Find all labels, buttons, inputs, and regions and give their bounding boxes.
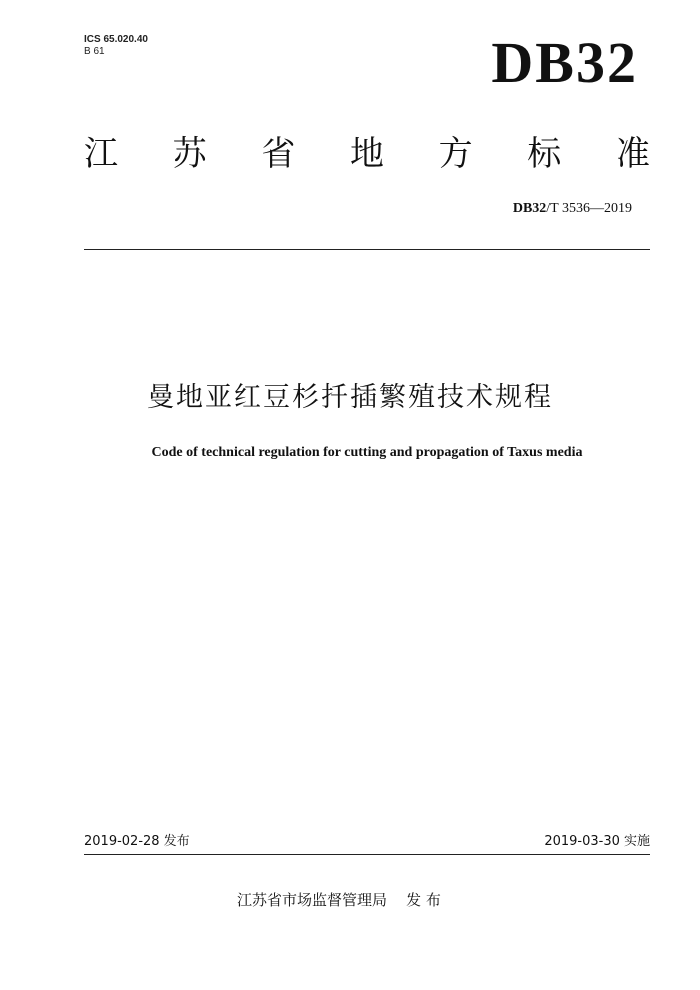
standard-type-char: 标 <box>527 134 562 174</box>
issuer-agency: 江苏省市场监督管理局 <box>237 891 388 909</box>
standard-type-char: 省 <box>261 134 296 174</box>
standard-type-char: 苏 <box>172 134 207 174</box>
top-divider <box>84 249 650 250</box>
standard-logo: DB32 <box>491 30 638 95</box>
classification-codes <box>84 34 148 58</box>
standard-number-prefix: DB32 <box>512 201 547 216</box>
issuing-authority <box>237 890 441 910</box>
standard-type-char: 方 <box>438 134 473 174</box>
standard-number <box>513 200 632 218</box>
standard-type-char: 江 <box>84 134 118 174</box>
standard-type-char: 准 <box>615 134 650 174</box>
document-title-zh: 曼地亚红豆杉扦插繁殖技术规程 <box>147 382 553 413</box>
ics-code: ICS 65.020.40 <box>84 34 148 45</box>
standard-type-heading <box>84 134 650 174</box>
ccs-code: B 61 <box>84 46 105 57</box>
bottom-divider <box>84 854 650 855</box>
standard-number-rest: /T 3536—2019 <box>546 201 632 216</box>
issuer-action: 发 布 <box>406 891 441 909</box>
document-title-en: Code of technical regulation for cutting and propagation of Taxus media <box>151 445 583 460</box>
implementation-date: 2019-03-30 实施 <box>544 834 650 849</box>
standard-type-char: 地 <box>349 134 384 174</box>
issue-date: 2019-02-28 发布 <box>84 834 190 849</box>
